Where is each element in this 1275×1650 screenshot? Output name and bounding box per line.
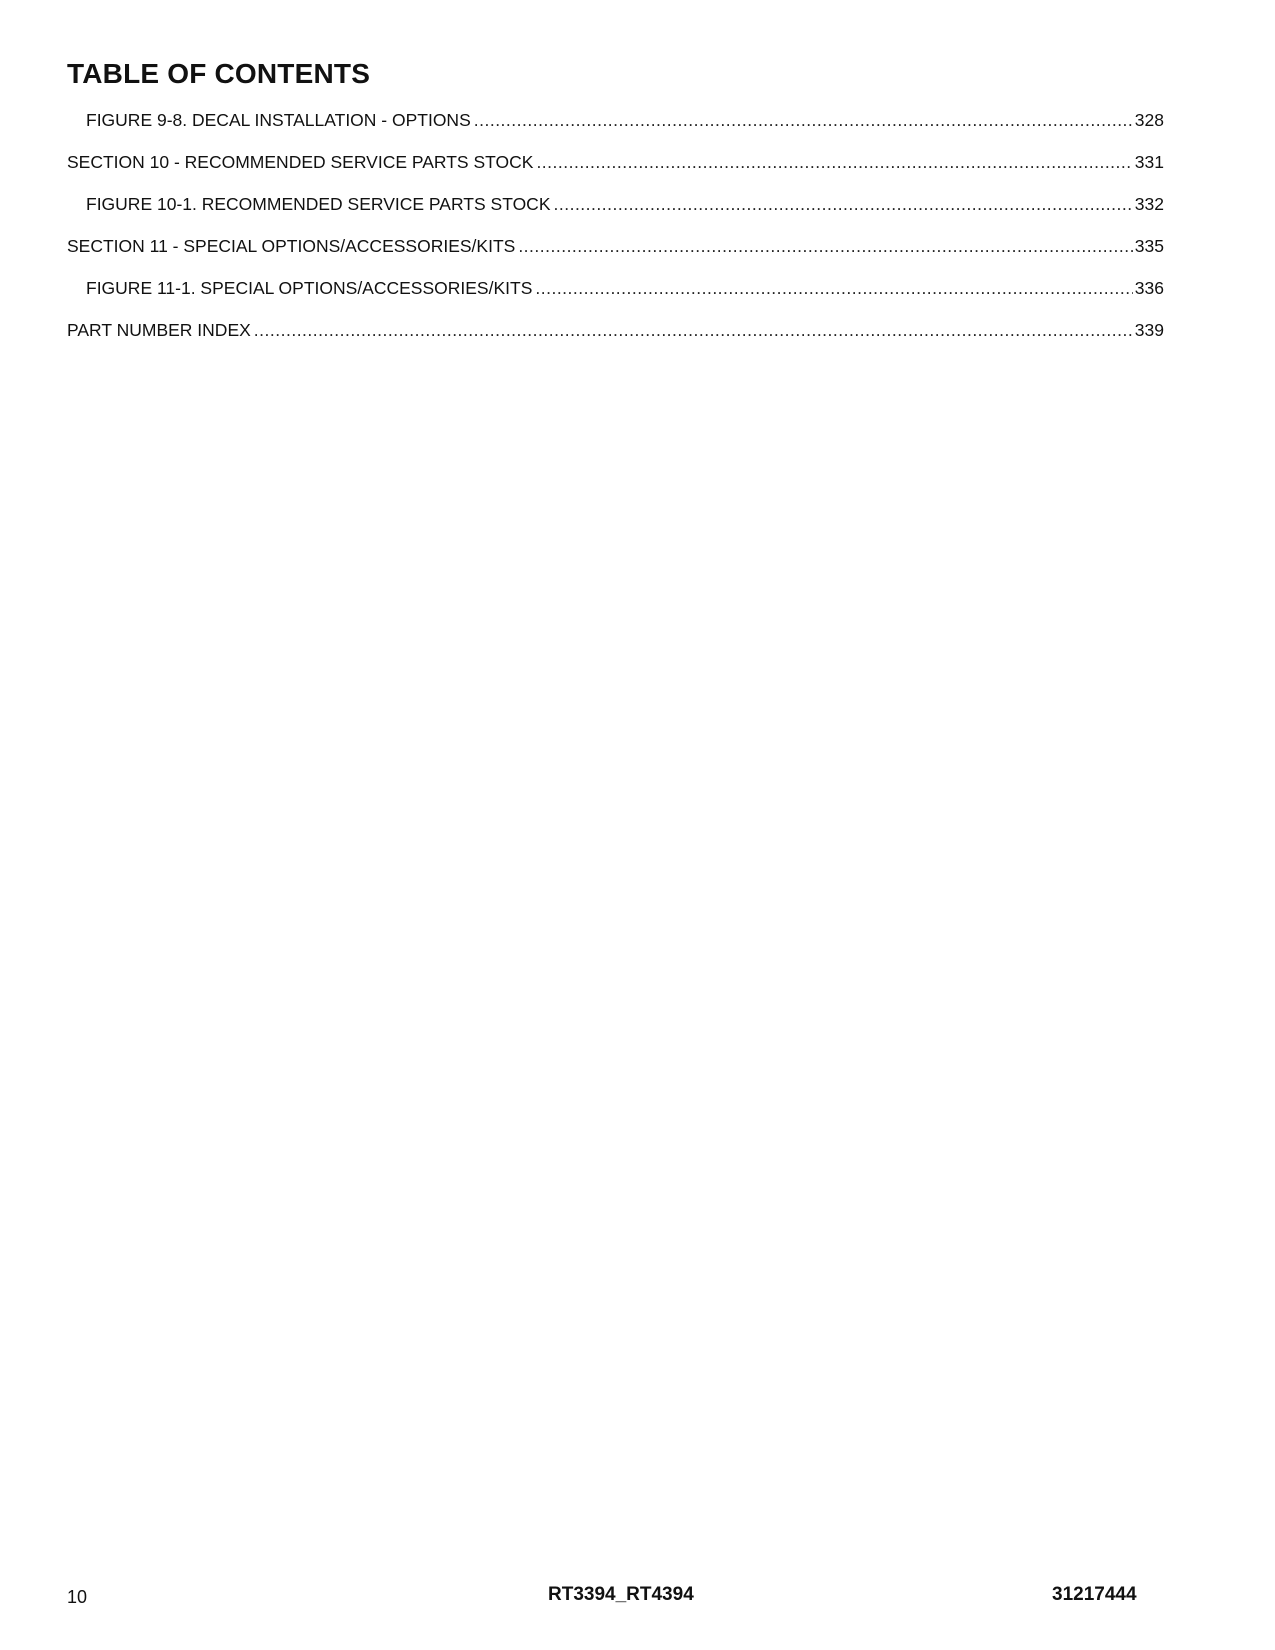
toc-entry-page: 335 (1134, 236, 1164, 256)
toc-entry-figure-10-1[interactable] (67, 194, 1164, 236)
toc-entry-title: FIGURE 11-1. SPECIAL OPTIONS/ACCESSORIES/KITS (86, 278, 533, 298)
toc-entry-figure-11-1[interactable] (67, 278, 1164, 320)
toc-entry-section-10[interactable] (67, 152, 1164, 194)
page-title: TABLE OF CONTENTS (67, 58, 371, 89)
toc-entry-page: 336 (1134, 278, 1164, 298)
toc-entry-title: PART NUMBER INDEX (67, 320, 251, 340)
toc-entry-section-11[interactable] (67, 236, 1164, 278)
toc-dot-leader (518, 236, 1132, 257)
footer-document-number: 31217444 (1052, 1584, 1137, 1605)
toc-dot-leader (474, 110, 1133, 131)
toc-entry-title: SECTION 11 - SPECIAL OPTIONS/ACCESSORIES/KITS (67, 236, 516, 256)
toc-entry-page: 332 (1134, 194, 1164, 214)
toc-entry-title: FIGURE 10-1. RECOMMENDED SERVICE PARTS STOCK (86, 194, 551, 214)
footer-model-name: RT3394_RT4394 (548, 1584, 694, 1605)
toc-entry-title: FIGURE 9-8. DECAL INSTALLATION - OPTIONS (86, 110, 471, 130)
toc-dot-leader (554, 194, 1133, 215)
footer-page-number: 10 (67, 1587, 88, 1607)
toc-list (67, 110, 1164, 362)
toc-dot-leader (536, 152, 1132, 173)
toc-dot-leader (254, 320, 1133, 341)
toc-entry-page: 339 (1134, 320, 1164, 340)
toc-entry-page: 331 (1134, 152, 1164, 172)
toc-entry-part-number-index[interactable] (67, 320, 1164, 362)
toc-entry-page: 328 (1134, 110, 1164, 130)
toc-dot-leader (535, 278, 1132, 299)
toc-entry-figure-9-8[interactable] (67, 110, 1164, 152)
toc-entry-title: SECTION 10 - RECOMMENDED SERVICE PARTS STOCK (67, 152, 534, 172)
